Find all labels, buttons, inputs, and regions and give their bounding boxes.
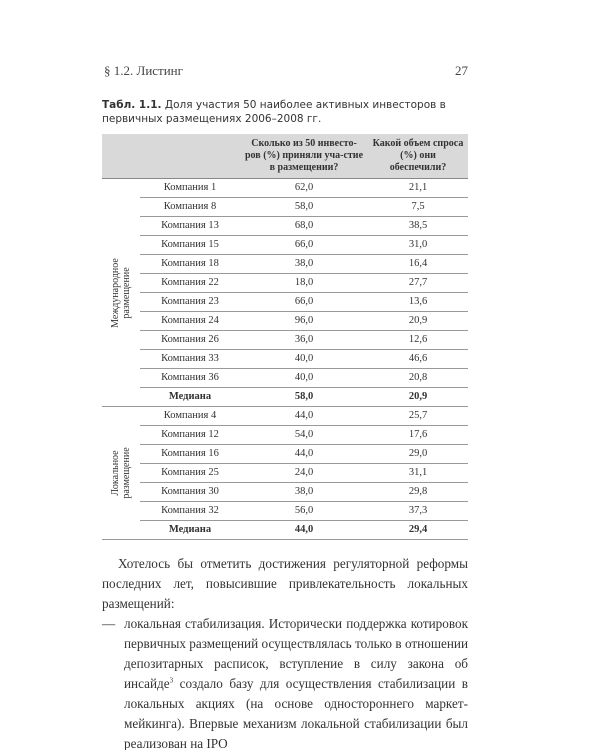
median-demand: 29,4 [368, 521, 468, 540]
cell-company: Компания 26 [140, 331, 240, 350]
cell-participation: 66,0 [240, 293, 368, 312]
median-row [102, 388, 468, 407]
cell-company: Компания 12 [140, 426, 240, 445]
cell-company: Компания 15 [140, 236, 240, 255]
cell-company: Компания 1 [140, 179, 240, 198]
list-item [102, 614, 468, 750]
cell-demand: 31,0 [368, 236, 468, 255]
cell-participation: 66,0 [240, 236, 368, 255]
table-row [102, 350, 468, 369]
cell-demand: 17,6 [368, 426, 468, 445]
cell-demand: 29,0 [368, 445, 468, 464]
table-row [102, 217, 468, 236]
median-participation: 58,0 [240, 388, 368, 407]
header-demand: Какой объем спроса (%) они обеспечили? [368, 134, 468, 179]
table-row [102, 464, 468, 483]
group-label: Международное размещение [110, 257, 132, 328]
cell-participation: 44,0 [240, 445, 368, 464]
cell-company: Компания 16 [140, 445, 240, 464]
table-row [102, 445, 468, 464]
cell-participation: 40,0 [240, 350, 368, 369]
header-empty-company [140, 134, 240, 179]
body-text [102, 554, 468, 750]
cell-demand: 29,8 [368, 483, 468, 502]
cell-demand: 38,5 [368, 217, 468, 236]
cell-demand: 20,9 [368, 312, 468, 331]
cell-company: Компания 25 [140, 464, 240, 483]
cell-demand: 13,6 [368, 293, 468, 312]
running-header [102, 62, 468, 80]
table-row [102, 274, 468, 293]
table-header-row [102, 134, 468, 179]
cell-participation: 56,0 [240, 502, 368, 521]
footnote-ref[interactable]: 3 [169, 676, 174, 685]
table-caption [102, 98, 468, 126]
running-header-section: § 1.2. Листинг [104, 63, 183, 78]
cell-company: Компания 33 [140, 350, 240, 369]
cell-demand: 27,7 [368, 274, 468, 293]
list-dash: — [102, 616, 116, 631]
table-row [102, 255, 468, 274]
cell-company: Компания 18 [140, 255, 240, 274]
cell-company: Компания 23 [140, 293, 240, 312]
cell-demand: 25,7 [368, 407, 468, 426]
group-label-cell [102, 179, 140, 407]
median-company: Медиана [140, 521, 240, 540]
cell-company: Компания 4 [140, 407, 240, 426]
list-text: локальная стабилизация. Исторически поддержка котировок первичных размещений осуществлялась только в отношении депозитарных расписок, вступление в силу закона об инсайде [124, 616, 468, 691]
cell-demand: 31,1 [368, 464, 468, 483]
table-row [102, 426, 468, 445]
table-row [102, 293, 468, 312]
cell-participation: 18,0 [240, 274, 368, 293]
table-row [102, 179, 468, 198]
cell-participation: 36,0 [240, 331, 368, 350]
cell-participation: 96,0 [240, 312, 368, 331]
cell-demand: 46,6 [368, 350, 468, 369]
list-text-cont: создало базу для осуществления стабилизации в локальных акциях (на основе одностороннего маркет-мейкинга). Впервые механизм локальной стабилизации был реализован на IPO [124, 676, 468, 750]
table-row [102, 502, 468, 521]
table-row [102, 483, 468, 502]
median-company: Медиана [140, 388, 240, 407]
caption-text: Доля участия 50 наиболее активных инвесторов в первичных размещениях 2006–2008 гг. [102, 99, 446, 125]
cell-company: Компания 8 [140, 198, 240, 217]
cell-participation: 54,0 [240, 426, 368, 445]
cell-participation: 38,0 [240, 255, 368, 274]
table-row [102, 331, 468, 350]
table-row [102, 407, 468, 426]
cell-company: Компания 22 [140, 274, 240, 293]
median-demand: 20,9 [368, 388, 468, 407]
cell-company: Компания 32 [140, 502, 240, 521]
cell-participation: 58,0 [240, 198, 368, 217]
cell-participation: 24,0 [240, 464, 368, 483]
cell-participation: 38,0 [240, 483, 368, 502]
header-participation: Сколько из 50 инвесто-ров (%) приняли уча-стие в размещении? [240, 134, 368, 179]
cell-participation: 44,0 [240, 407, 368, 426]
cell-demand: 7,5 [368, 198, 468, 217]
cell-company: Компания 24 [140, 312, 240, 331]
cell-demand: 12,6 [368, 331, 468, 350]
cell-participation: 62,0 [240, 179, 368, 198]
header-empty-group [102, 134, 140, 179]
table-row [102, 312, 468, 331]
group-label-cell [102, 407, 140, 540]
page-number: 27 [455, 63, 468, 78]
cell-demand: 21,1 [368, 179, 468, 198]
cell-participation: 68,0 [240, 217, 368, 236]
cell-company: Компания 13 [140, 217, 240, 236]
cell-demand: 37,3 [368, 502, 468, 521]
cell-demand: 16,4 [368, 255, 468, 274]
caption-label: Табл. 1.1. [102, 99, 162, 111]
paragraph: Хотелось бы отметить достижения регуляторной реформы последних лет, повысившие привлекательность локальных размещений: [102, 556, 468, 611]
cell-company: Компания 36 [140, 369, 240, 388]
median-participation: 44,0 [240, 521, 368, 540]
median-row [102, 521, 468, 540]
cell-participation: 40,0 [240, 369, 368, 388]
group-label: Локальное размещение [110, 447, 132, 499]
table-row [102, 369, 468, 388]
cell-company: Компания 30 [140, 483, 240, 502]
investor-table [102, 134, 468, 540]
table-row [102, 198, 468, 217]
cell-demand: 20,8 [368, 369, 468, 388]
table-row [102, 236, 468, 255]
